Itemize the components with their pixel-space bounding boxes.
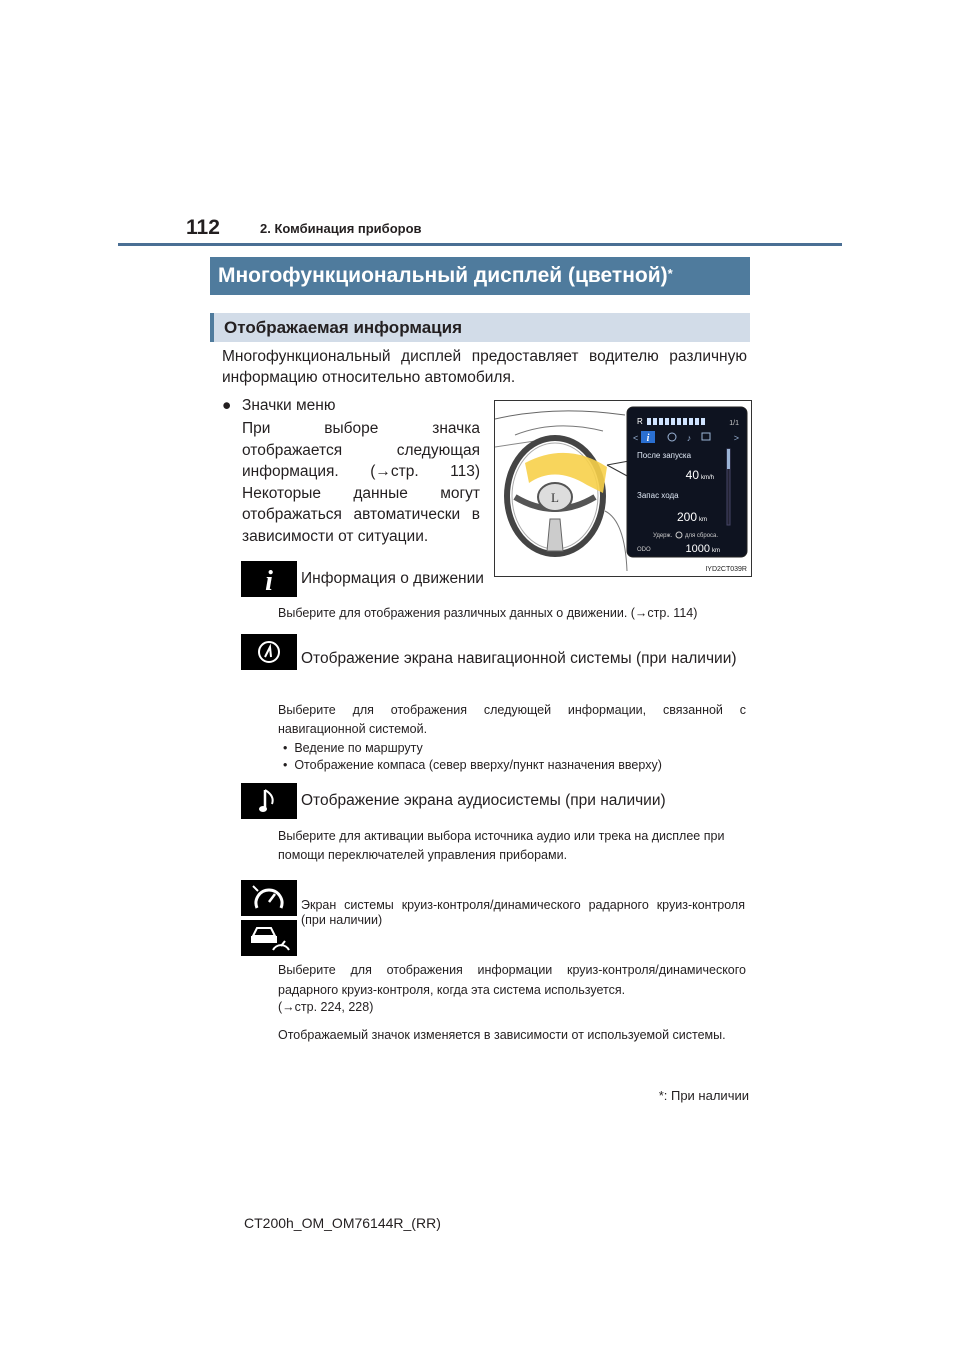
availability-mark: * bbox=[667, 266, 673, 281]
dashboard-illustration bbox=[494, 400, 752, 577]
chapter-title: 2. Комбинация приборов bbox=[260, 221, 422, 236]
document-code: CT200h_OM_OM76144R_(RR) bbox=[244, 1215, 441, 1231]
navigation-icon bbox=[241, 634, 297, 670]
menu-icons-description: При выборе значка отображается следующая информация. (→стр. 113) Некоторые данные могут отображаться автоматически в зависимости от ситуации. bbox=[242, 420, 480, 545]
item-text-audio: Выберите для активации выбора источника аудио или трека на дисплее при помощи переключателей управления приборами. bbox=[278, 829, 725, 862]
odo-label: ODO bbox=[637, 547, 651, 553]
item-text-driving-info: Выберите для отображения различных данных о движении. (→стр. 114) bbox=[278, 606, 698, 620]
svg-text:♪: ♪ bbox=[686, 433, 692, 443]
item-ref-cruise: (→стр. 224, 228) bbox=[278, 1000, 374, 1014]
info-icon bbox=[241, 561, 297, 597]
dashboard-drawing bbox=[495, 401, 751, 576]
figure-code: IYD2CT039R bbox=[705, 566, 747, 573]
odo-value: 1000 bbox=[685, 543, 710, 555]
svg-text:>: > bbox=[733, 433, 739, 443]
item-text-cruise: Выберите для отображения информации круиз-контроля/динамического радарного круиз-контроля, когда эта система используется. bbox=[278, 963, 746, 997]
page-number: 112 bbox=[186, 216, 220, 239]
reset-label: для сброса. bbox=[685, 533, 719, 539]
svg-text:i: i bbox=[265, 566, 273, 594]
item-title-cruise: Экран системы круиз-контроля/динамического радарного круиз-контроля (при наличии) bbox=[301, 898, 745, 927]
page-indicator: 1/1 bbox=[729, 420, 739, 427]
header-divider bbox=[118, 243, 842, 246]
footnote: *: При наличии bbox=[658, 1088, 749, 1103]
range-value: 200 bbox=[676, 510, 697, 524]
svg-text:<: < bbox=[633, 433, 639, 443]
menu-icons-label: Значки меню bbox=[242, 397, 336, 414]
item-note-cruise: Отображаемый значок изменяется в зависимости от используемой системы. bbox=[278, 1028, 726, 1042]
speed-unit: km/h bbox=[701, 475, 715, 481]
range-unit: km bbox=[699, 517, 707, 523]
item-title-driving-info: Информация о движении bbox=[301, 570, 484, 587]
item-text-navigation: Выберите для отображения следующей информации, связанной с навигационной системой. bbox=[278, 703, 746, 736]
svg-text:i: i bbox=[646, 433, 650, 444]
hold-label: Удерж. bbox=[653, 533, 673, 539]
cruise-control-icon bbox=[241, 880, 297, 916]
gear-indicator: R bbox=[637, 417, 643, 426]
speed-value: 40 bbox=[685, 468, 699, 482]
section-title: Многофункциональный дисплей (цветной)* bbox=[210, 257, 750, 295]
odo-unit: km bbox=[712, 548, 720, 554]
nav-bullet-2-text: Отображение компаса (север вверху/пункт назначения вверху) bbox=[294, 758, 662, 772]
subsection-title: Отображаемая информация bbox=[210, 313, 750, 342]
range-label: Запас хода bbox=[637, 491, 679, 500]
subsection-marker bbox=[210, 313, 214, 342]
music-note-icon bbox=[241, 783, 297, 819]
item-title-navigation: Отображение экрана навигационной системы (при наличии) bbox=[301, 650, 737, 667]
nav-bullet-2: • Отображение компаса (север вверху/пункт назначения вверху) bbox=[283, 758, 662, 772]
after-start-label: После запуска bbox=[637, 451, 692, 460]
svg-text:L: L bbox=[551, 490, 559, 505]
item-title-audio: Отображение экрана аудиосистемы (при наличии) bbox=[301, 792, 666, 809]
nav-bullet-1: • Ведение по маршруту bbox=[283, 741, 423, 755]
intro-paragraph: Многофункциональный дисплей предоставляет водителю различную информацию относительно автомобиля. bbox=[222, 348, 747, 386]
radar-cruise-control-icon bbox=[241, 920, 297, 956]
bullet-icon: ● bbox=[222, 397, 232, 414]
nav-bullet-1-text: Ведение по маршруту bbox=[294, 741, 423, 755]
